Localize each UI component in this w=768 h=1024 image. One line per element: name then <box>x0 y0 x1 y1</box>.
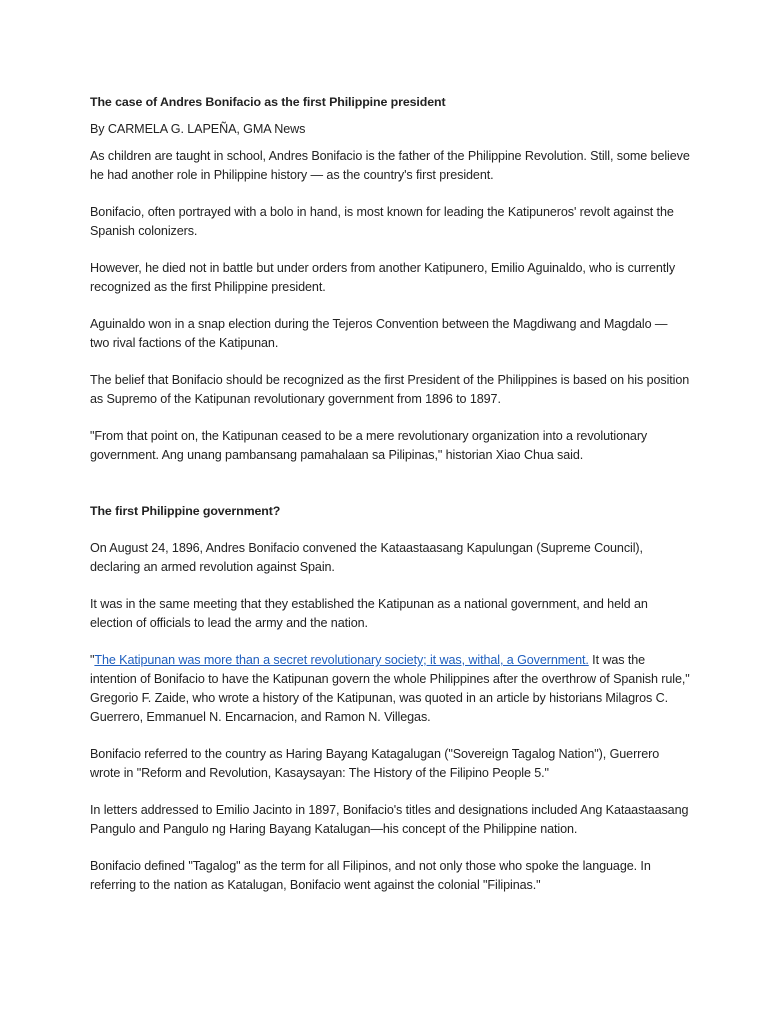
article-title: The case of Andres Bonifacio as the first Philippine president <box>90 95 446 109</box>
paragraph: It was in the same meeting that they established the Katipunan as a national government, and held an election of officials to lead the army and the nation. <box>90 597 648 630</box>
section-heading: The first Philippine government? <box>90 504 281 518</box>
quote-link[interactable]: The Katipunan was more than a secret revolutionary society; it was, withal, a Government. <box>94 653 589 667</box>
article-byline: By CARMELA G. LAPEÑA, GMA News <box>90 122 306 136</box>
paragraph: Bonifacio defined "Tagalog" as the term for all Filipinos, and not only those who spoke the language. In referring to the nation as Katalugan, Bonifacio went against the colonial "Filipinas." <box>90 859 651 892</box>
paragraph: Bonifacio referred to the country as Haring Bayang Katagalugan ("Sovereign Tagalog Nation"), Guerrero wrote in "Reform and Revolution, Kasaysayan: The History of the Filipino People 5." <box>90 747 660 780</box>
paragraph: The belief that Bonifacio should be recognized as the first President of the Philippines is based on his position as Supremo of the Katipunan revolutionary government from 1896 to 1897. <box>90 373 690 406</box>
paragraph: As children are taught in school, Andres Bonifacio is the father of the Philippine Revolution. Still, some believe he had another role in Philippine history — as the country's first president. <box>90 149 690 182</box>
quote-open-mark: " <box>90 653 95 667</box>
paragraph: Bonifacio, often portrayed with a bolo in hand, is most known for leading the Katipuneros' revolt against the Spanish colonizers. <box>90 205 674 238</box>
paragraph: On August 24, 1896, Andres Bonifacio convened the Kataastaasang Kapulungan (Supreme Council), declaring an armed revolution against Spain. <box>90 541 643 574</box>
document-page <box>90 93 690 913</box>
paragraph: Aguinaldo won in a snap election during the Tejeros Convention between the Magdiwang and Magdalo — two rival factions of the Katipunan. <box>90 317 668 350</box>
quote-paragraph <box>90 651 690 727</box>
paragraph: However, he died not in battle but under orders from another Katipunero, Emilio Aguinaldo, who is currently recognized as the first Philippine president. <box>90 261 676 294</box>
paragraph: In letters addressed to Emilio Jacinto in 1897, Bonifacio's titles and designations included Ang Kataastaasang Pangulo and Pangulo ng Haring Bayang Katalugan—his concept of the Philippine nation. <box>90 803 689 836</box>
quote-rest: It was the intention of Bonifacio to have the Katipunan govern the whole Philippines after the overthrow of Spanish rule," Gregorio F. Zaide, who wrote a history of the Katipunan, was quoted in an article by historians Milagros C. Guerrero, Emmanuel N. Encarnacion, and Ramon N. Villegas. <box>90 653 690 724</box>
paragraph: "From that point on, the Katipunan ceased to be a mere revolutionary organization into a revolutionary government. Ang unang pambansang pamahalaan sa Pilipinas," historian Xiao Chua said. <box>90 429 648 462</box>
